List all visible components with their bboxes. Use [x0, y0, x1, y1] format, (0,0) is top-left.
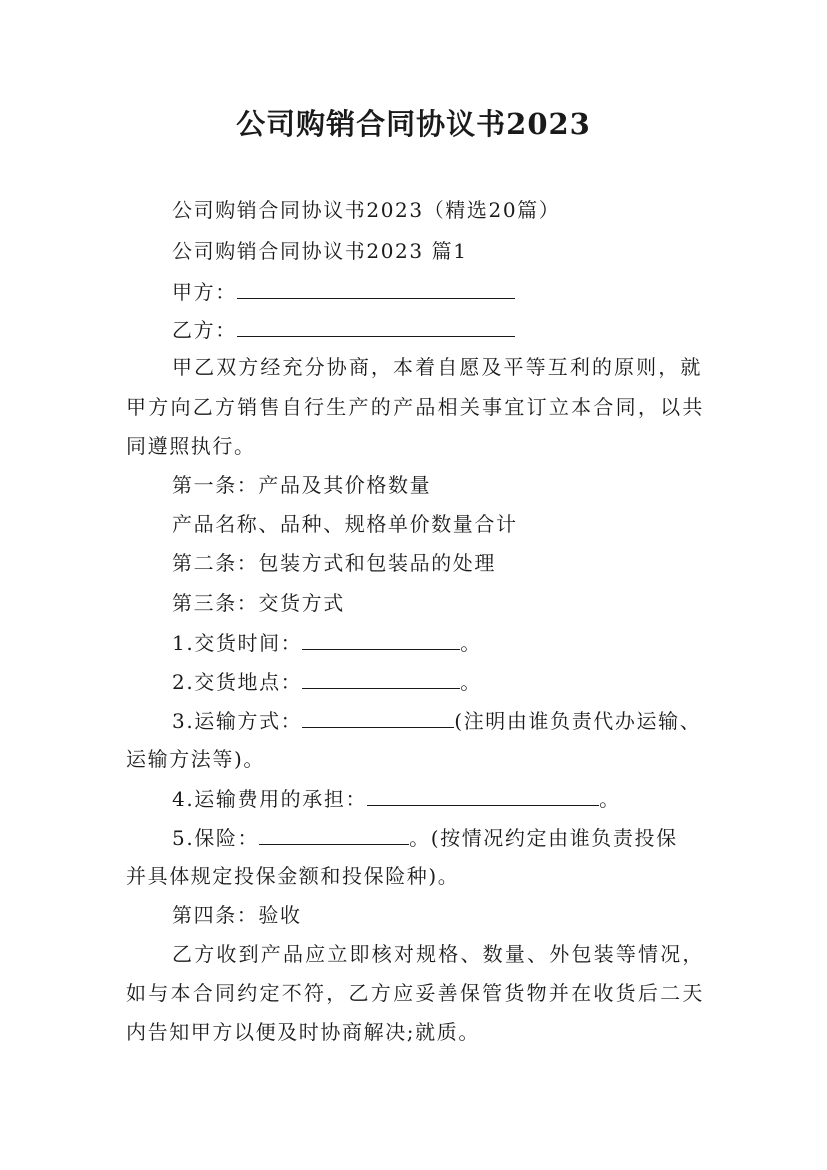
article-heading: 第四条：验收 — [172, 903, 302, 927]
item-suffix: 。(按情况约定由谁负责投保 — [409, 826, 678, 850]
transport-method-line — [172, 705, 701, 736]
party-a-label: 甲方： — [172, 280, 237, 304]
party-b-blank — [237, 314, 515, 337]
paragraph-line: 内告知甲方以便及时协商解决;就质。 — [126, 1020, 480, 1044]
item-label: 4.运输费用的承担： — [172, 787, 368, 811]
section-heading: 公司购销合同协议书2023 篇1 — [172, 239, 468, 263]
item-suffix: 。 — [599, 787, 621, 811]
party-b-label: 乙方： — [172, 318, 237, 342]
item-suffix: 。 — [460, 631, 482, 655]
item-suffix: (注明由谁负责代办运输、 — [454, 709, 702, 733]
delivery-place-line — [172, 666, 482, 697]
party-a-blank — [237, 276, 515, 299]
paragraph-line: 甲乙双方经充分协商，本着自愿及平等互利的原则，就 — [172, 355, 702, 379]
paragraph-line: 同遵照执行。 — [126, 434, 256, 458]
party-b-line — [172, 314, 515, 345]
item-label: 1.交货时间： — [172, 631, 303, 655]
transport-cost-line — [172, 783, 621, 814]
item-suffix: 。 — [460, 670, 482, 694]
item-label: 2.交货地点： — [172, 670, 303, 694]
paragraph-line: 乙方收到产品应立即核对规格、数量、外包装等情况， — [172, 942, 704, 966]
fill-blank — [302, 666, 460, 689]
fill-blank — [302, 627, 460, 650]
insurance-line — [172, 822, 678, 853]
article-heading: 第三条：交货方式 — [172, 591, 345, 615]
party-a-line — [172, 276, 515, 307]
article-heading: 第二条：包装方式和包装品的处理 — [172, 551, 496, 575]
paragraph-line: 产品名称、品种、规格单价数量合计 — [172, 512, 518, 536]
fill-blank — [367, 783, 599, 806]
paragraph-line: 甲方向乙方销售自行生产的产品相关事宜订立本合同，以共 — [126, 395, 704, 419]
paragraph-line: 如与本合同约定不符，乙方应妥善保管货物并在收货后二天 — [126, 981, 704, 1005]
fill-blank — [259, 822, 409, 845]
delivery-time-line — [172, 627, 482, 658]
subtitle: 公司购销合同协议书2023（精选20篇） — [172, 198, 561, 222]
paragraph-line: 运输方法等)。 — [126, 747, 266, 771]
article-heading: 第一条：产品及其价格数量 — [172, 473, 432, 497]
item-label: 3.运输方式： — [172, 709, 303, 733]
item-label: 5.保险： — [172, 826, 260, 850]
document-title: 公司购销合同协议书2023 — [236, 107, 591, 141]
fill-blank — [302, 705, 454, 728]
paragraph-line: 并具体规定投保金额和投保险种)。 — [126, 864, 460, 888]
